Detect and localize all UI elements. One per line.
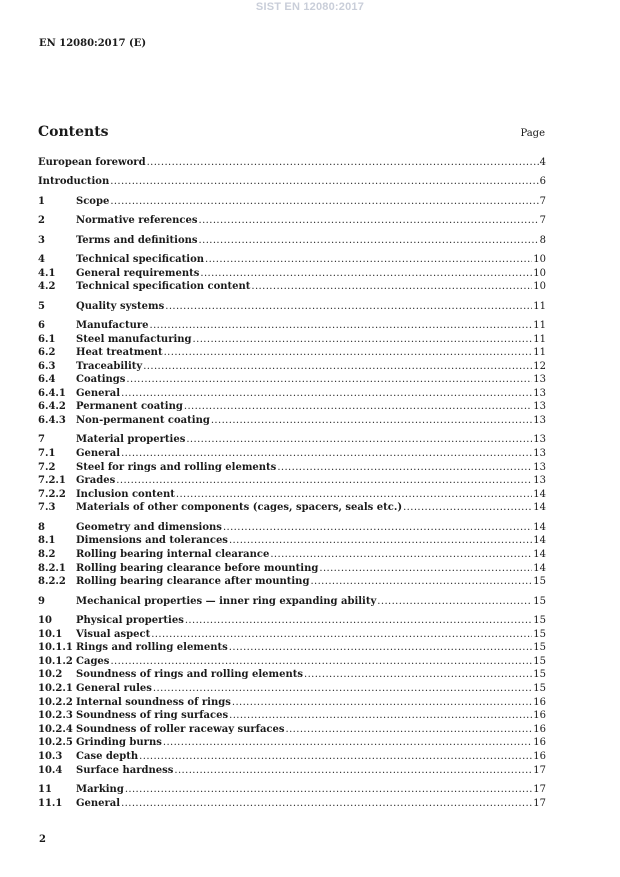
- toc-entry[interactable]: [38, 797, 546, 811]
- toc-entry-title: Technical specification content: [76, 281, 251, 293]
- toc-entry-number: 7.2.1: [38, 475, 66, 487]
- toc-entry-page: 16: [533, 710, 546, 722]
- toc-entry[interactable]: [38, 736, 546, 750]
- toc-entry-title: Cages: [76, 655, 110, 667]
- toc-leader-dots: [277, 461, 532, 475]
- toc-entry[interactable]: [38, 387, 546, 401]
- toc-entry[interactable]: [38, 575, 546, 589]
- toc-leader-dots: [319, 562, 532, 576]
- toc-entry-title: Coatings: [76, 374, 126, 386]
- toc-entry-number: 4.1: [38, 267, 56, 279]
- toc-entry-page: 13: [533, 401, 546, 413]
- toc-leader-dots: [286, 723, 533, 737]
- toc-entry-number: 5: [38, 300, 45, 312]
- toc-leader-dots: [232, 696, 532, 710]
- toc-entry-title: Physical properties: [76, 614, 184, 626]
- toc-entry-number: 6.4: [38, 374, 56, 386]
- toc-entry-number: 11.1: [38, 797, 63, 809]
- toc-entry-number: 10.2.2: [38, 696, 73, 708]
- toc-leader-dots: [193, 333, 533, 347]
- toc-entry-page: 13: [533, 374, 546, 386]
- toc-entry[interactable]: [38, 750, 546, 764]
- toc-entry-title: Rings and rolling elements: [76, 642, 228, 654]
- toc-leader-dots: [205, 253, 532, 267]
- toc-entry-page: 14: [533, 549, 546, 561]
- toc-entry-number: 10.2.3: [38, 710, 73, 722]
- toc-entry-number: 2: [38, 215, 45, 227]
- toc-entry[interactable]: [38, 280, 546, 294]
- toc-entry-number: 10.1.2: [38, 655, 73, 667]
- toc-entry-number: 1: [38, 195, 45, 207]
- toc-entry[interactable]: [38, 562, 546, 576]
- toc-entry-number: 10.3: [38, 750, 63, 762]
- toc-entry-number: 3: [38, 234, 45, 246]
- toc-entry-number: 10.2.4: [38, 723, 73, 735]
- toc-entry-number: 6: [38, 319, 45, 331]
- toc-entry-title: General requirements: [76, 267, 200, 279]
- toc-leader-dots: [186, 433, 532, 447]
- toc-entry[interactable]: [38, 474, 546, 488]
- toc-entry-number: 7.2.2: [38, 488, 66, 500]
- toc-entry[interactable]: [38, 373, 546, 387]
- toc-entry-page: 13: [533, 461, 546, 473]
- page-column-label: Page: [520, 128, 545, 139]
- toc-leader-dots: [310, 575, 532, 589]
- toc-entry-title: Steel manufacturing: [76, 333, 192, 345]
- toc-entry-title: Case depth: [76, 750, 139, 762]
- toc-entry-number: 7.3: [38, 502, 56, 514]
- toc-entry-number: 7.2: [38, 461, 56, 473]
- toc-entry[interactable]: [38, 696, 546, 710]
- toc-entry[interactable]: [38, 234, 546, 248]
- toc-entry-number: 6.3: [38, 360, 56, 372]
- toc-entry-number: 6.1: [38, 333, 56, 345]
- toc-entry-page: 15: [533, 655, 546, 667]
- toc-leader-dots: [121, 447, 532, 461]
- toc-leader-dots: [149, 319, 532, 333]
- toc-entry-number: 8.2: [38, 549, 56, 561]
- toc-leader-dots: [139, 750, 532, 764]
- toc-entry-page: 15: [533, 669, 546, 681]
- toc-leader-dots: [110, 195, 538, 209]
- toc-entry-page: 16: [533, 723, 546, 735]
- toc-entry-number: 8.1: [38, 535, 56, 547]
- toc-entry-page: 13: [533, 434, 546, 446]
- toc-leader-dots: [116, 474, 532, 488]
- toc-entry-title: Technical specification: [76, 253, 205, 265]
- toc-entry-page: 14: [533, 562, 546, 574]
- toc-leader-dots: [200, 267, 532, 281]
- toc-entry-title: Permanent coating: [76, 401, 183, 413]
- toc-leader-dots: [147, 156, 539, 170]
- toc-leader-dots: [151, 628, 532, 642]
- contents-heading: Contents: [38, 124, 109, 140]
- toc-entry-page: 17: [533, 764, 546, 776]
- toc-entry-page: 17: [533, 797, 546, 809]
- toc-entry[interactable]: [38, 333, 546, 347]
- toc-entry-page: 11: [533, 300, 546, 312]
- toc-entry-number: 6.4.3: [38, 415, 66, 427]
- toc-entry-page: 4: [539, 157, 546, 168]
- toc-entry-page: 14: [533, 502, 546, 514]
- toc-entry[interactable]: [38, 655, 546, 669]
- toc-entry-page: 17: [533, 783, 546, 795]
- toc-entry-page: 13: [533, 387, 546, 399]
- toc-entry[interactable]: [38, 461, 546, 475]
- toc-entry[interactable]: [38, 641, 546, 655]
- toc-entry[interactable]: [38, 253, 546, 267]
- toc-entry-page: 15: [533, 576, 546, 588]
- toc-entry-title: Mechanical properties — inner ring expanding ability: [76, 595, 377, 607]
- toc-leader-dots: [163, 736, 532, 750]
- toc-entry[interactable]: [38, 488, 546, 502]
- toc-entry-page: 15: [533, 614, 546, 626]
- toc-entry-title: Soundness of rings and rolling elements: [76, 669, 303, 681]
- toc-leader-dots: [229, 534, 532, 548]
- toc-entry-title: Rolling bearing internal clearance: [76, 549, 270, 561]
- toc-entry-title: European foreword: [38, 157, 146, 168]
- toc-entry[interactable]: [38, 156, 546, 170]
- toc-leader-dots: [229, 709, 532, 723]
- toc-leader-dots: [121, 387, 532, 401]
- toc-entry-page: 16: [533, 696, 546, 708]
- toc-entry-title: Surface hardness: [76, 764, 174, 776]
- toc-entry-page: 10: [533, 267, 546, 279]
- toc-entry-page: 14: [533, 488, 546, 500]
- toc-leader-dots: [270, 548, 532, 562]
- toc-entry-page: 8: [539, 234, 546, 246]
- toc-entry-page: 6: [539, 176, 546, 188]
- toc-leader-dots: [199, 234, 539, 248]
- toc-entry[interactable]: [38, 709, 546, 723]
- page-number: 2: [39, 834, 46, 845]
- toc-entry-page: 7: [539, 195, 546, 207]
- toc-entry-number: 10.2: [38, 669, 63, 681]
- toc-entry-number: 8.2.1: [38, 562, 66, 574]
- watermark: SIST EN 12080:2017: [255, 1, 365, 13]
- toc-entry[interactable]: [38, 682, 546, 696]
- toc-leader-dots: [110, 655, 532, 669]
- toc-entry-title: Inclusion content: [76, 488, 175, 500]
- toc-entry-page: 7: [539, 215, 546, 227]
- toc-entry-title: Traceability: [76, 360, 143, 372]
- toc-leader-dots: [211, 414, 532, 428]
- toc-entry[interactable]: [38, 595, 546, 609]
- toc-leader-dots: [164, 346, 533, 360]
- toc-entry[interactable]: [38, 628, 546, 642]
- toc-entry-title: Introduction: [38, 176, 110, 188]
- toc-entry[interactable]: [38, 447, 546, 461]
- toc-entry-page: 10: [533, 281, 546, 293]
- toc-entry-page: 13: [533, 475, 546, 487]
- toc-leader-dots: [121, 797, 532, 811]
- toc-entry[interactable]: [38, 668, 546, 682]
- toc-entry-page: 15: [533, 595, 546, 607]
- toc-entry-page: 14: [533, 521, 546, 533]
- toc-entry[interactable]: [38, 783, 546, 797]
- toc-entry[interactable]: [38, 346, 546, 360]
- toc-leader-dots: [251, 280, 532, 294]
- toc-entry-number: 4: [38, 253, 45, 265]
- toc-entry-page: 14: [533, 535, 546, 547]
- toc-entry-number: 6.4.2: [38, 401, 66, 413]
- toc-entry-page: 15: [533, 628, 546, 640]
- toc-entry[interactable]: [38, 214, 546, 228]
- toc-leader-dots: [174, 764, 532, 778]
- toc-entry-title: Normative references: [76, 215, 198, 227]
- toc-entry-title: General: [76, 797, 121, 809]
- toc-entry-number: 4.2: [38, 281, 56, 293]
- toc-leader-dots: [403, 501, 532, 515]
- toc-entry-page: 11: [533, 347, 546, 359]
- toc-entry[interactable]: [38, 723, 546, 737]
- toc-entry-number: 8: [38, 521, 45, 533]
- toc-entry[interactable]: [38, 267, 546, 281]
- toc-entry-title: Terms and definitions: [76, 234, 198, 246]
- toc-entry-title: Soundness of ring surfaces: [76, 710, 229, 722]
- toc-entry-title: General rules: [76, 682, 152, 694]
- toc-entry[interactable]: [38, 433, 546, 447]
- toc-entry-number: 6.4.1: [38, 387, 66, 399]
- toc-entry-page: 13: [533, 415, 546, 427]
- toc-entry-title: General: [76, 387, 121, 399]
- toc-entry-page: 12: [533, 360, 546, 372]
- toc-entry[interactable]: [38, 400, 546, 414]
- toc-entry-page: 16: [533, 750, 546, 762]
- toc-entry[interactable]: [38, 534, 546, 548]
- toc-entry[interactable]: [38, 548, 546, 562]
- toc-leader-dots: [126, 373, 532, 387]
- toc-entry[interactable]: [38, 319, 546, 333]
- toc-leader-dots: [143, 360, 532, 374]
- document-id: EN 12080:2017 (E): [39, 38, 147, 49]
- toc-entry[interactable]: [38, 764, 546, 778]
- toc-entry-title: Grinding burns: [76, 737, 162, 749]
- toc-entry-number: 9: [38, 595, 45, 607]
- toc-leader-dots: [165, 300, 532, 314]
- toc-leader-dots: [229, 641, 532, 655]
- toc-entry-title: General: [76, 448, 121, 460]
- table-of-contents: [38, 156, 546, 810]
- toc-entry-title: Scope: [76, 195, 110, 207]
- toc-leader-dots: [199, 214, 539, 228]
- toc-entry-title: Non-permanent coating: [76, 415, 210, 427]
- toc-entry-number: 10.2.5: [38, 737, 73, 749]
- toc-entry-page: 10: [533, 253, 546, 265]
- toc-entry[interactable]: [38, 300, 546, 314]
- toc-entry[interactable]: [38, 521, 546, 535]
- toc-entry-page: 15: [533, 682, 546, 694]
- toc-leader-dots: [223, 521, 532, 535]
- toc-entry-title: Grades: [76, 475, 116, 487]
- toc-entry-title: Heat treatment: [76, 347, 163, 359]
- toc-entry-title: Soundness of roller raceway surfaces: [76, 723, 285, 735]
- toc-entry-title: Marking: [76, 783, 124, 795]
- toc-leader-dots: [304, 668, 532, 682]
- toc-entry-number: 7: [38, 434, 45, 446]
- toc-entry-title: Internal soundness of rings: [76, 696, 231, 708]
- toc-leader-dots: [153, 682, 532, 696]
- toc-entry-number: 10.2.1: [38, 682, 73, 694]
- toc-entry-title: Quality systems: [76, 300, 165, 312]
- toc-entry[interactable]: [38, 501, 546, 515]
- toc-entry-title: Rolling bearing clearance after mounting: [76, 576, 310, 588]
- toc-entry-title: Material properties: [76, 434, 186, 446]
- toc-entry-title: Steel for rings and rolling elements: [76, 461, 277, 473]
- toc-entry[interactable]: [38, 414, 546, 428]
- toc-entry-page: 15: [533, 642, 546, 654]
- toc-entry-number: 6.2: [38, 347, 56, 359]
- toc-entry-number: 10: [38, 614, 52, 626]
- toc-entry-title: Visual aspect: [76, 628, 151, 640]
- toc-entry-page: 11: [533, 319, 546, 331]
- toc-entry[interactable]: [38, 614, 546, 628]
- toc-leader-dots: [185, 614, 532, 628]
- toc-entry-title: Materials of other components (cages, spacers, seals etc.): [76, 502, 403, 514]
- toc-entry-title: Rolling bearing clearance before mounting: [76, 562, 319, 574]
- toc-entry-number: 7.1: [38, 448, 56, 460]
- toc-entry-page: 16: [533, 737, 546, 749]
- toc-entry[interactable]: [38, 360, 546, 374]
- toc-entry-number: 8.2.2: [38, 576, 66, 588]
- toc-entry-title: Manufacture: [76, 319, 149, 331]
- toc-leader-dots: [184, 400, 532, 414]
- toc-entry[interactable]: [38, 195, 546, 209]
- toc-entry-number: 11: [38, 783, 52, 795]
- toc-entry-number: 10.4: [38, 764, 63, 776]
- toc-leader-dots: [176, 488, 532, 502]
- toc-entry-number: 10.1.1: [38, 642, 73, 654]
- toc-entry[interactable]: [38, 175, 546, 189]
- toc-entry-title: Geometry and dimensions: [76, 521, 222, 533]
- toc-leader-dots: [377, 595, 532, 609]
- toc-entry-number: 10.1: [38, 628, 63, 640]
- toc-leader-dots: [110, 175, 538, 189]
- toc-entry-page: 13: [533, 448, 546, 460]
- toc-leader-dots: [125, 783, 532, 797]
- toc-entry-page: 11: [533, 333, 546, 345]
- toc-entry-title: Dimensions and tolerances: [76, 535, 228, 547]
